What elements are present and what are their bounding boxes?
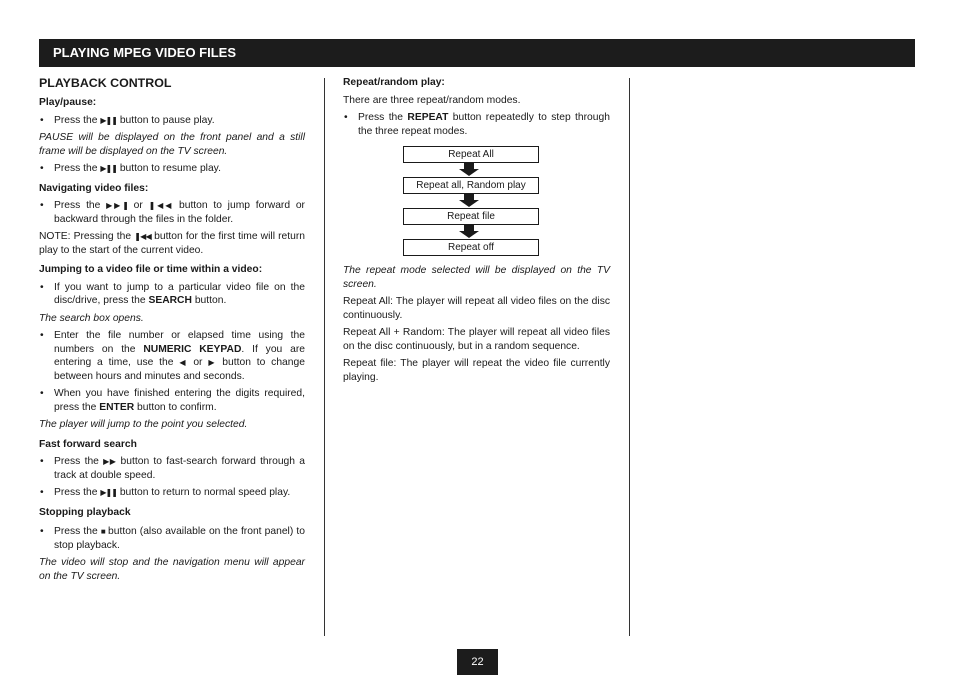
left-arrow-icon: ◀ (179, 358, 188, 367)
pause-note: PAUSE will be displayed on the front panel and a still frame will be displayed on the TV screen. (39, 132, 305, 157)
jump-note: The player will jump to the point you selected. (39, 419, 248, 430)
list-item: • Press the ▶❚❚ button to resume play. (39, 162, 305, 176)
fast-forward-icon: ▶▶ (103, 457, 117, 466)
fast-forward-heading: Fast forward search (39, 438, 137, 450)
left-column (39, 76, 305, 587)
section-title: PLAYBACK CONTROL (39, 76, 172, 90)
down-arrow-icon (403, 194, 539, 208)
repeat-random-desc: Repeat All + Random: The player will repeat all video files on the disc continuously, but in a random sequence. (343, 327, 610, 352)
flow-box-repeat-file: Repeat file (403, 208, 539, 225)
list-item: • Press the ▶❚❚ button to return to normal speed play. (39, 486, 305, 500)
repeat-mode-flowchart (403, 146, 539, 256)
play-pause-icon: ▶❚❚ (100, 164, 117, 173)
list-item: • Enter the file number or elapsed time using the numbers on the NUMERIC KEYPAD. If you are entering a time, use the ◀ or ▶ button to change between hours and minutes and seconds. (39, 329, 305, 383)
down-arrow-icon (403, 225, 539, 239)
right-arrow-icon: ▶ (208, 358, 217, 367)
flow-box-repeat-all-random: Repeat all, Random play (403, 177, 539, 194)
list-item: • Press the ▶❚❚ button to pause play. (39, 114, 305, 128)
navigating-heading: Navigating video files: (39, 182, 149, 194)
stop-icon: ■ (100, 527, 105, 536)
list-item: • Press the ■ button (also available on the front panel) to stop playback. (39, 525, 305, 552)
page-number: 22 (457, 649, 498, 675)
page-title: PLAYING MPEG VIDEO FILES (53, 45, 236, 60)
repeat-intro: There are three repeat/random modes. (343, 94, 521, 106)
list-item: • If you want to jump to a particular video file on the disc/drive, press the SEARCH button. (39, 281, 305, 308)
navigating-note: NOTE: Pressing the ❚◀◀ button for the first time will return play to the start of the current video. (39, 231, 305, 256)
down-arrow-icon (403, 163, 539, 177)
play-pause-icon: ▶❚❚ (100, 115, 117, 125)
stop-note: The video will stop and the navigation menu will appear on the TV screen. (39, 557, 305, 582)
play-pause-icon: ▶❚❚ (100, 488, 117, 497)
flow-box-repeat-off: Repeat off (403, 239, 539, 256)
list-item: • When you have finished entering the digits required, press the ENTER button to confirm. (39, 387, 305, 414)
repeat-file-desc: Repeat file: The player will repeat the video file currently playing. (343, 358, 610, 383)
repeat-all-desc: Repeat All: The player will repeat all video files on the disc continuously. (343, 296, 610, 321)
list-item: • Press the ▶▶ button to fast-search forward through a track at double speed. (39, 455, 305, 482)
header-bar (39, 39, 915, 67)
column-divider-left (324, 78, 325, 636)
repeat-heading: Repeat/random play: (343, 77, 445, 88)
jumping-heading: Jumping to a video file or time within a video: (39, 264, 263, 275)
play-pause-heading: Play/pause: (39, 97, 97, 108)
previous-track-icon: ❚◀◀ (148, 201, 174, 210)
list-item: • Press the ▶▶❚ or ❚◀◀ button to jump forward or backward through the files in the folder. (39, 199, 305, 226)
next-track-icon: ▶▶❚ (106, 201, 128, 210)
play-pause-list (39, 114, 305, 128)
repeat-note: The repeat mode selected will be displayed on the TV screen. (343, 265, 610, 290)
previous-track-icon: ❚◀◀ (134, 232, 151, 241)
search-note: The search box opens. (39, 312, 144, 324)
list-item: • Press the REPEAT button repeatedly to step through the three repeat modes. (343, 111, 610, 138)
flow-box-repeat-all: Repeat All (403, 146, 539, 163)
column-divider-right (629, 78, 630, 636)
middle-column (343, 76, 610, 388)
stopping-heading: Stopping playback (39, 506, 131, 518)
